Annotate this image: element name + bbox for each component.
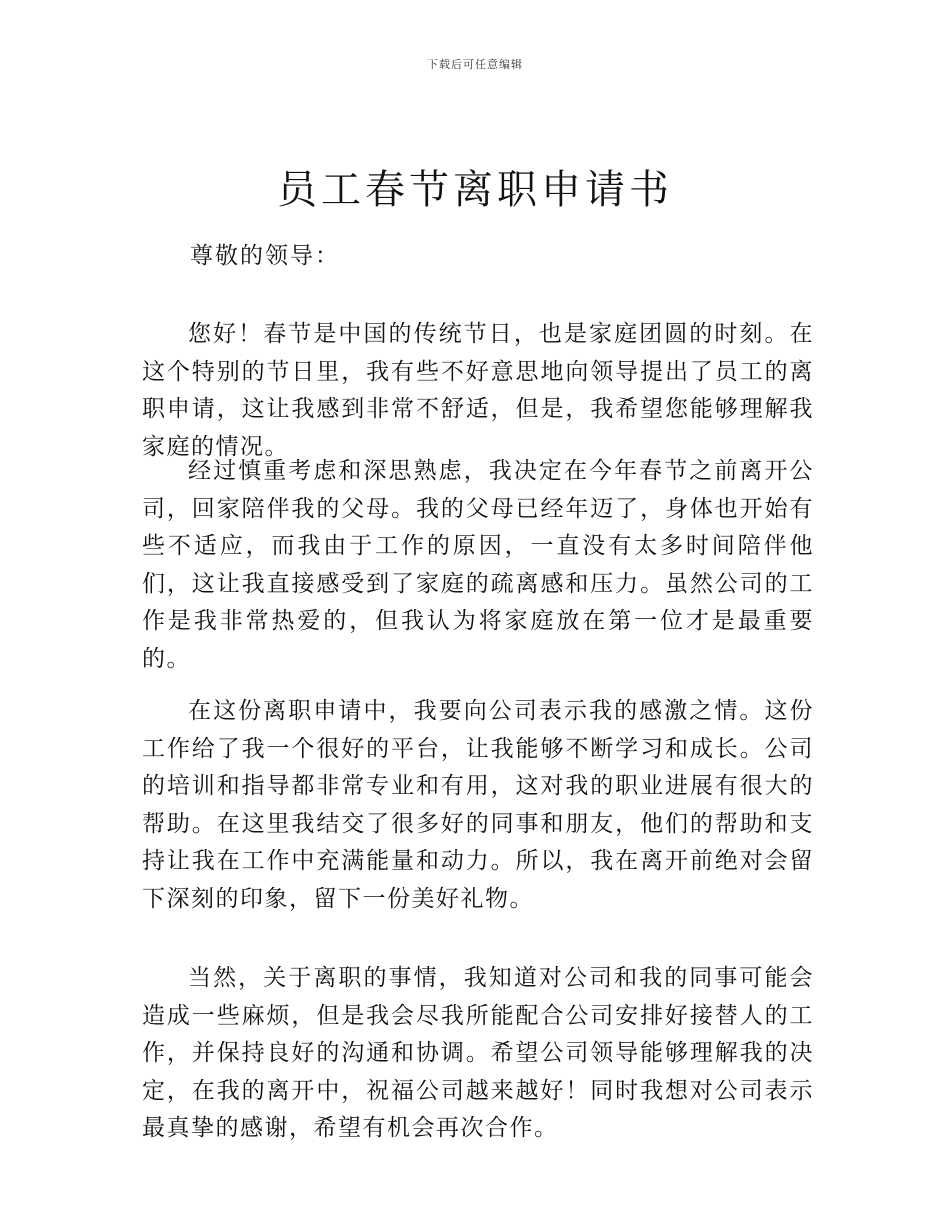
paragraph-3: 在这份离职申请中，我要向公司表示我的感激之情。这份工作给了我一个很好的平台，让我能够不断学习和成长。公司的培训和指导都非常专业和有用，这对我的职业进展有很大的帮助。在这里我结交了很多好的同事和朋友，他们的帮助和支持让我在工作中充满能量和动力。所以，我在离开前绝对会留下深刻的印象，留下一份美好礼物。 [142,698,814,912]
paragraph-1: 您好！春节是中国的传统节日，也是家庭团圆的时刻。在这个特别的节日里，我有些不好意思地向领导提出了员工的离职申请，这让我感到非常不舒适，但是，我希望您能够理解我家庭的情况。 [142,321,814,460]
paragraph-4: 当然，关于离职的事情，我知道对公司和我的同事可能会造成一些麻烦，但是我会尽我所能配合公司安排好接替人的工作，并保持良好的沟通和协调。希望公司领导能够理解我的决定，在我的离开中，祝福公司越来越好！同时我想对公司表示最真挚的感谢，希望有机会再次合作。 [142,965,814,1141]
salutation: 尊敬的领导： [190,243,340,269]
page-header-note: 下载后可任意编辑 [427,58,523,71]
paragraph-2: 经过慎重考虑和深思熟虑，我决定在今年春节之前离开公司，回家陪伴我的父母。我的父母已经年迈了，身体也开始有些不适应，而我由于工作的原因，一直没有太多时间陪伴他们，这让我直接感受到了家庭的疏离感和压力。虽然公司的工作是我非常热爱的，但我认为将家庭放在第一位才是最重要的。 [142,458,814,672]
document-title: 员工春节离职申请书 [277,167,673,213]
